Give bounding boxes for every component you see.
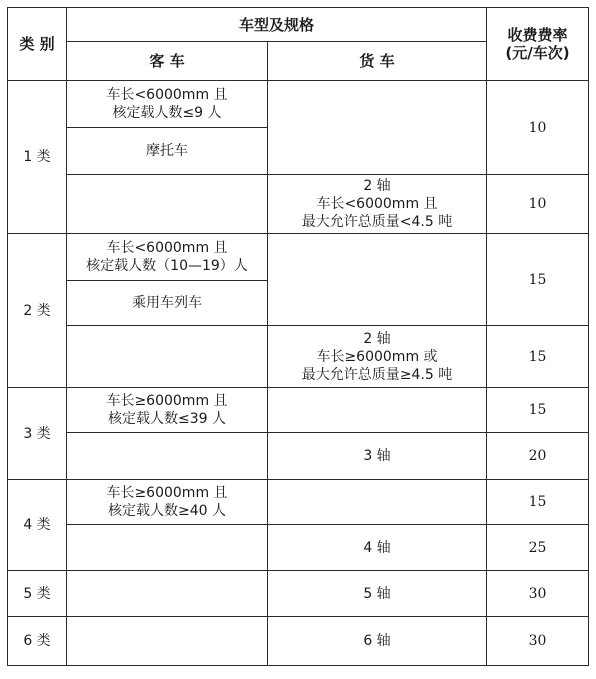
c3-rate-passenger-value: 15 [528,402,547,418]
c4-rate-truck-value: 25 [528,539,547,556]
category-6-label: 6 类 [23,633,51,649]
c6-truck [268,617,486,665]
c3-passenger-line2: 核定载人数≤39 人 [108,411,226,427]
c3-passenger-line1: 车长≥6000mm 且 [106,393,228,409]
table-border-right [588,7,589,666]
c2-rate-truck [487,326,588,387]
c1-rate-truck [487,175,588,233]
c1-rate-truck-value: 10 [528,196,547,212]
category-5-label: 5 类 [23,585,51,602]
c3-truck-text: 3 轴 [363,448,391,464]
c2-rate-passenger [487,234,588,325]
header-truck-text: 货 车 [359,52,395,70]
category-2 [8,234,66,387]
category-3 [8,388,66,479]
c3-rate-truck [487,433,588,479]
category-2-label: 2 类 [23,302,51,319]
c6-truck-text: 6 轴 [363,633,391,649]
category-3-label: 3 类 [23,425,51,442]
c4-truck [268,525,486,570]
c1-truck-line2: 车长<6000mm 且 [316,196,438,212]
category-1 [8,81,66,233]
c4-passenger [67,480,267,524]
rule-c1-passenger-end [66,174,267,175]
c2-passenger-b-text: 乘用车列车 [132,295,202,311]
header-rate-line1: 收费费率 [507,26,568,44]
c2-passenger-a [67,234,267,280]
c2-passenger-a-line1: 车长<6000mm 且 [106,240,228,256]
c2-rate-truck-value: 15 [528,348,547,365]
category-4 [8,480,66,570]
c5-truck [268,571,486,616]
header-rate [487,8,588,80]
c6-rate [487,617,588,665]
c1-passenger-b-text: 摩托车 [146,143,188,159]
c3-rate-truck-value: 20 [528,448,547,464]
c4-rate-passenger-value: 15 [528,494,547,510]
c1-passenger-a [67,81,267,127]
header-truck [268,42,486,80]
rule-c2-passenger-end [66,325,267,326]
header-vehicle-type-spec-text: 车型及规格 [238,15,314,34]
c5-rate [487,571,588,616]
header-passenger [67,42,267,80]
category-6 [8,617,66,665]
c2-passenger-b [67,281,267,325]
header-passenger-text: 客 车 [149,52,185,70]
c3-passenger [67,388,267,432]
c1-truck-line3: 最大允许总质量<4.5 吨 [301,214,453,230]
c2-truck-line1: 2 轴 [363,330,391,347]
c1-rate-passenger [487,81,588,174]
category-5 [8,571,66,616]
header-rate-line2: (元/车次) [505,44,570,62]
c2-truck-line2: 车长≥6000mm 或 [316,348,438,365]
header-vehicle-type-spec [67,8,486,41]
c4-truck-text: 4 轴 [363,539,391,556]
c2-truck-line3: 最大允许总质量≥4.5 吨 [301,366,453,383]
header-category-text: 类 别 [19,35,55,53]
c2-rate-passenger-value: 15 [528,271,547,288]
c4-passenger-line2: 核定载人数≥40 人 [108,503,226,519]
c5-rate-value: 30 [528,585,547,602]
c1-rate-passenger-value: 10 [528,119,547,136]
category-1-label: 1 类 [23,149,51,165]
c6-rate-value: 30 [528,633,547,649]
c4-passenger-line1: 车长≥6000mm 且 [106,485,228,501]
c2-truck [268,326,486,387]
category-4-label: 4 类 [23,517,51,533]
c1-truck [268,175,486,233]
c5-truck-text: 5 轴 [363,585,391,602]
c4-rate-truck [487,525,588,570]
c3-rate-passenger [487,388,588,432]
table-border-bottom [7,665,589,666]
c4-rate-passenger [487,480,588,524]
c1-truck-line1: 2 轴 [363,178,391,194]
c1-passenger-a-line1: 车长<6000mm 且 [106,87,228,103]
c1-passenger-a-line2: 核定载人数≤9 人 [112,105,222,121]
header-category [8,8,66,80]
c3-truck [268,433,486,479]
c1-passenger-b [67,128,267,174]
c2-passenger-a-line2: 核定载人数（10—19）人 [86,258,248,274]
